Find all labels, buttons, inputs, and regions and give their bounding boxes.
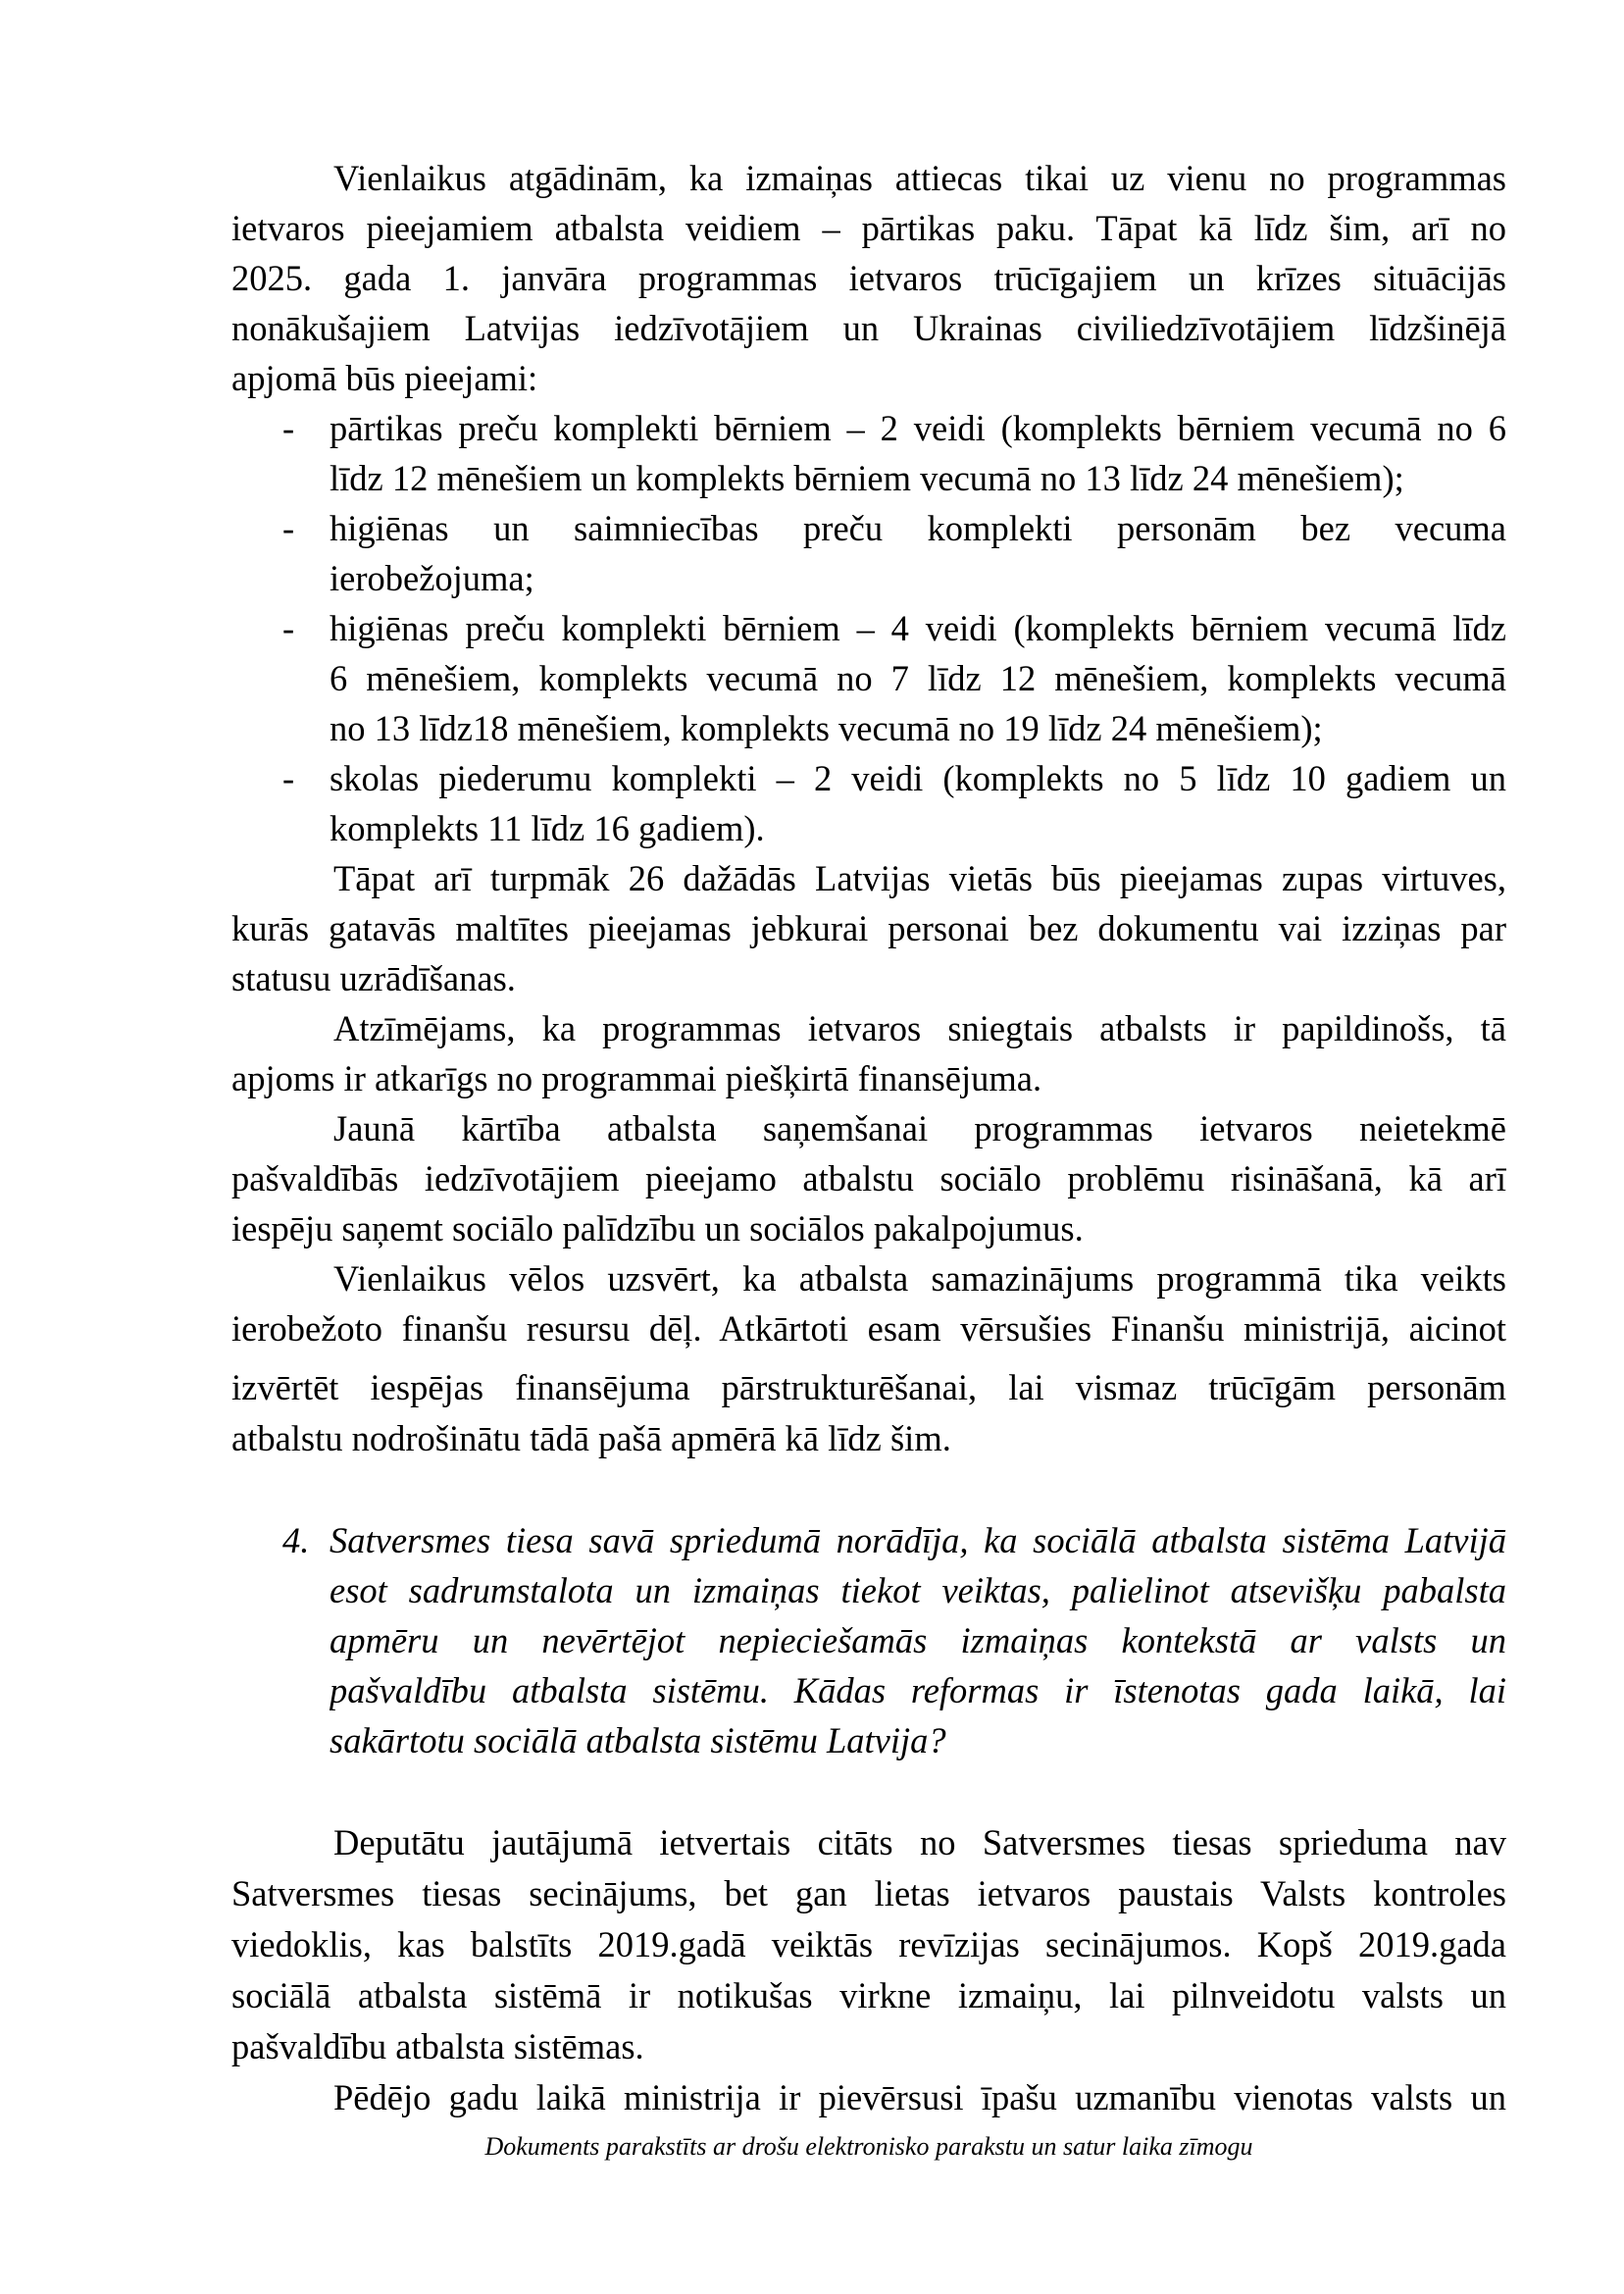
text-line: nonākušajiem Latvijas iedzīvotājiem un Ukrainas civiliedzīvotājiem līdzšinējā (231, 308, 1506, 348)
text-line: apmēru un nevērtējot nepieciešamās izmaiņas kontekstā ar valsts un (330, 1620, 1506, 1660)
text-line: sakārtotu sociālā atbalsta sistēmu Latvija? (330, 1720, 946, 1760)
text-line: iespēju saņemt sociālo palīdzību un sociālos pakalpojumus. (231, 1208, 1084, 1249)
dash-bullet: - (282, 508, 295, 548)
text-line: ietvaros pieejamiem atbalsta veidiem – pārtikas paku. Tāpat kā līdz šim, arī no (231, 208, 1506, 248)
dash-bullet: - (282, 608, 295, 648)
text-line: Deputātu jautājumā ietvertais citāts no Satversmes tiesas sprieduma nav (333, 1822, 1506, 1862)
question-number: 4. (282, 1520, 310, 1560)
text-line: Pēdējo gadu laikā ministrija ir pievērsusi īpašu uzmanību vienotas valsts un (333, 2077, 1506, 2117)
text-line: Vienlaikus atgādinām, ka izmaiņas attiecas tikai uz vienu no programmas (333, 158, 1506, 198)
text-line: 2025. gada 1. janvāra programmas ietvaros trūcīgajiem un krīzes situācijās (231, 258, 1506, 298)
text-line: higiēnas preču komplekti bērniem – 4 veidi (komplekts bērniem vecumā līdz (330, 608, 1506, 648)
text-line: Satversmes tiesas secinājums, bet gan lietas ietvaros paustais Valsts kontroles (231, 1873, 1506, 1913)
text-line: Vienlaikus vēlos uzsvērt, ka atbalsta samazinājums programmā tika veikts (333, 1258, 1506, 1299)
text-line: kurās gatavās maltītes pieejamas jebkurai personai bez dokumentu vai izziņas par (231, 908, 1506, 948)
text-line: 6 mēnešiem, komplekts vecumā no 7 līdz 12 mēnešiem, komplekts vecumā (330, 658, 1506, 698)
text-line: komplekts 11 līdz 16 gadiem). (330, 808, 765, 848)
text-line: Tāpat arī turpmāk 26 dažādās Latvijas vietās būs pieejamas zupas virtuves, (333, 858, 1506, 898)
text-line: līdz 12 mēnešiem un komplekts bērniem vecumā no 13 līdz 24 mēnešiem); (330, 458, 1404, 498)
text-line: apjoms ir atkarīgs no programmai piešķirtā finansējuma. (231, 1058, 1042, 1098)
text-line: pašvaldību atbalsta sistēmas. (231, 2026, 644, 2066)
text-line: pašvaldību atbalsta sistēmu. Kādas reformas ir īstenotas gada laikā, lai (330, 1670, 1506, 1710)
text-line: ierobežoto finanšu resursu dēļ. Atkārtoti esam vērsušies Finanšu ministrijā, aicinot (231, 1308, 1506, 1349)
text-line: esot sadrumstalota un izmaiņas tiekot veiktas, palielinot atsevišķu pabalsta (330, 1570, 1506, 1610)
signature-footer: Dokuments parakstīts ar drošu elektronisko parakstu un satur laika zīmogu (484, 2132, 1253, 2161)
text-line: Satversmes tiesa savā spriedumā norādīja, ka sociālā atbalsta sistēma Latvijā (330, 1520, 1506, 1560)
text-line: izvērtēt iespējas finansējuma pārstrukturēšanai, lai vismaz trūcīgām personām (231, 1367, 1506, 1407)
text-line: atbalstu nodrošinātu tādā pašā apmērā kā līdz šim. (231, 1418, 951, 1458)
text-line: pašvaldībās iedzīvotājiem pieejamo atbalstu sociālo problēmu risināšanā, kā arī (231, 1158, 1506, 1198)
text-line: statusu uzrādīšanas. (231, 958, 516, 998)
text-line: pārtikas preču komplekti bērniem – 2 veidi (komplekts bērniem vecumā no 6 (330, 408, 1506, 448)
text-line: Jaunā kārtība atbalsta saņemšanai programmas ietvaros neietekmē (333, 1108, 1506, 1148)
text-line: sociālā atbalsta sistēmā ir notikušas virkne izmaiņu, lai pilnveidotu valsts un (231, 1975, 1506, 2015)
text-line: apjomā būs pieejami: (231, 358, 538, 398)
dash-bullet: - (282, 408, 295, 448)
text-line: no 13 līdz18 mēnešiem, komplekts vecumā no 19 līdz 24 mēnešiem); (330, 708, 1323, 748)
text-line: skolas piederumu komplekti – 2 veidi (komplekts no 5 līdz 10 gadiem un (330, 758, 1506, 798)
text-line: higiēnas un saimniecības preču komplekti personām bez vecuma (330, 508, 1506, 548)
dash-bullet: - (282, 758, 295, 798)
text-line: viedoklis, kas balstīts 2019.gadā veiktās revīzijas secinājumos. Kopš 2019.gada (231, 1924, 1506, 1964)
text-line: ierobežojuma; (330, 558, 534, 598)
text-line: Atzīmējams, ka programmas ietvaros sniegtais atbalsts ir papildinošs, tā (333, 1008, 1506, 1048)
